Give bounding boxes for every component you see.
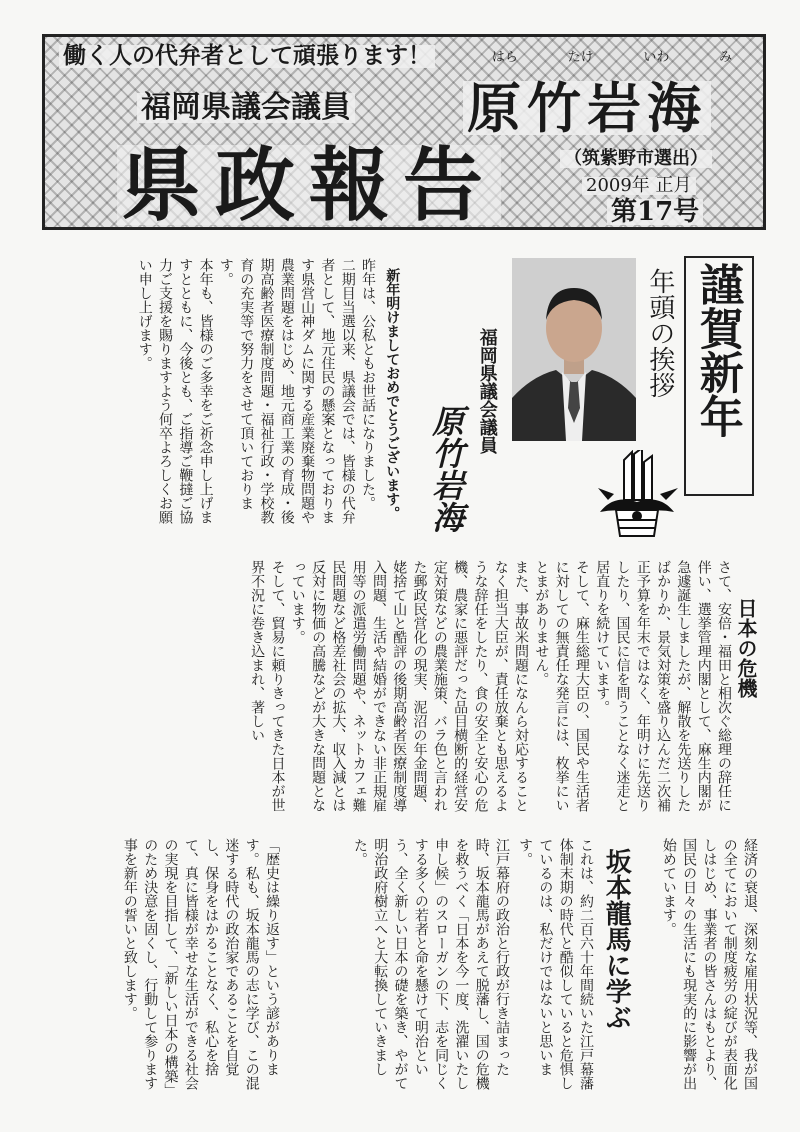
greeting-body: 昨年は、公私ともお世話になりました。 二期目当選以来、県議会では、皆様の代弁者として、地元住民の懸案となっております県営山神ダムに関する産業廃棄物問題や農業問題をはじめ、地元商工業の育成・後期高齢者医療制度問題・福祉行政・学校教育の充実等で努力をさせて頂いております。 本年も、皆様のご多幸をご祈念申し上げますとともに、今後とも、ご指導ご鞭撻ご協力ご支援を賜りますよう何卒よろしくお願い申し上げます。 (136, 258, 376, 524)
section1-heading: 日本の危機 (734, 598, 758, 698)
ruby-3: いわ (643, 50, 670, 65)
ruby-4: み (719, 50, 733, 65)
section2-col4: 「歴史は繰り返す」という諺があります。私も、坂本龍馬の志に学び、この混迷する時代の政治家であることを自覚し、保身をはかることなく、私心を捨て、真に皆様が幸せな生活ができる社会の実現を目指して、「新しい日本の構築」のため決意を固くし、行動して参ります事を新年の誓いと致します。 (121, 838, 280, 1090)
section2-heading: 坂本龍馬に学ぶ (601, 848, 632, 1030)
section2-col2: これは、約二百六十年間続いた江戸幕藩体制末期の時代と酷似していると危惧しているのは、私だけではないと思います。 (517, 838, 594, 1090)
greeting-opening: 新年明けましておめでとうございます。 (384, 268, 401, 520)
signature-affiliation: 福岡県議会議員 (476, 328, 498, 454)
issue-date: 2009年 正月 (582, 177, 696, 195)
ruby-1: はら (491, 50, 518, 65)
signature-name: 原竹岩海 (427, 405, 466, 533)
role-title: 福岡県議会議員 (137, 93, 355, 123)
district: （筑紫野市選出） (560, 150, 712, 168)
section1-body: さて、安倍・福田と相次ぐ総理の辞任に伴い、選挙管理内閣として、麻生内閣が急遽誕生しましたが、解散を先送りしたばかりか、景気対策を盛り込んだ二次補正予算を年末ではなく、年明けに先送りしたり、国民に信を問うことなく迷走と居直りを続けています。 そして、麻生総理大臣の、国民や生活者に対しての無責任な発言には、枚挙にいとまがありません。 また、事故米問題になんら対応することなく担当大臣が、責任放棄とも思えるような辞任をしたり、食の安全と安心の危機、農家に悪評だった品目横断的経営安定対策などの農業施策、バラ色と言われた郵政民営化の現実、泥沼の年金問題、姥捨て山と酷評の後期高齢者医療制度導入問題、生活や結婚ができない非正規雇用等の派遣労働問題や、ネットカフェ難民問題など格差社会の拡大、収入減とは反対に物価の高騰などが大きな問題となっています。 そして、貿易に頼りきってきた日本が世界不況に巻き込まれ、著しい (249, 560, 732, 812)
kadomatsu-illustration (594, 450, 680, 538)
slogan: 働く人の代弁者として頑張ります！ (59, 45, 435, 68)
greeting-subtitle: 年頭の挨拶 (644, 268, 675, 398)
masthead (42, 34, 766, 230)
ruby-2: たけ (567, 50, 594, 65)
newsletter-title: 県政報告 (117, 145, 501, 225)
portrait-photo (512, 258, 636, 441)
greeting-headline: 謹賀新年 (691, 262, 743, 438)
author-name: 原竹岩海 (463, 81, 711, 135)
issue-number: 第17号 (607, 199, 703, 225)
name-ruby (463, 51, 761, 64)
section2-col3: 江戸幕府の政治と行政が行き詰まった時、坂本龍馬があえて脱藩し、国の危機を救うべく「日本を今一度、洗濯いたし申し候」のスローガンの下、志を同じくする多くの若者と命を懸けて明治という、全く新しい日本の礎を築き、やがて明治政府樹立へと大転換していきました。 (351, 838, 510, 1090)
section2-col1: 経済の衰退、深刻な雇用状況等、我が国の全てにおいて制度疲労の綻びが表面化しはじめ、事業者の皆さんはもとより、国民の日々の生活にも現実的に影響が出始めています。 (660, 838, 758, 1090)
